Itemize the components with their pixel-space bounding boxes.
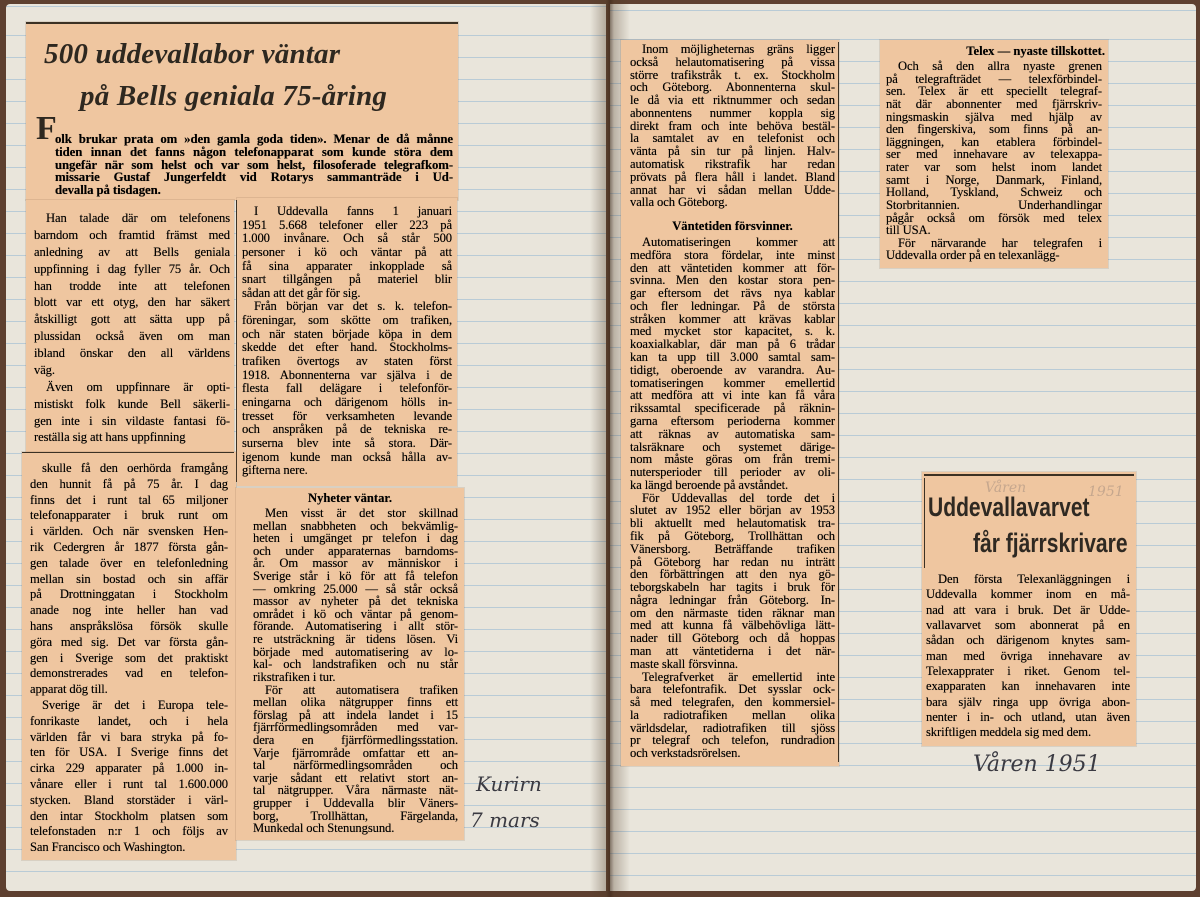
text-line: att medföra att vi inte kan få våra — [630, 388, 835, 403]
text-line: år. Om massor av människor i — [253, 556, 458, 571]
text-line: prövats på flera håll i landet. Bland — [630, 169, 835, 184]
text-line: För att automatisera trafiken — [265, 682, 458, 697]
text-line: cirka 229 apparater på 1.000 in- — [30, 761, 228, 776]
text-line: Från början var det s. k. telefon- — [254, 299, 452, 314]
text-line: gar eftersom det rävs nya kablar — [630, 286, 835, 301]
text-line: och Göteborg. Abonnenterna skul- — [630, 80, 835, 95]
text-line: trafiken övertogs av staten först — [242, 354, 452, 369]
text-line: om den närmaste tiden räknar man — [630, 605, 835, 620]
text-line: sen. Telex är ett speciellt telegraf- — [886, 84, 1102, 99]
text-line: gen talade över en telefonledning — [30, 555, 228, 570]
handwritten-source-note: Kurirn — [476, 772, 542, 796]
text-line: mellan snabbheten och bekvämlig- — [253, 518, 458, 533]
text-line: Uddevalla kommer inom en må- — [926, 587, 1130, 602]
text-line: exapparaten kan innehavaren inte — [926, 679, 1130, 694]
text-line: och under apparaternas barndoms- — [253, 543, 458, 558]
text-line: vånare eller i runt tal 1.600.000 — [30, 776, 228, 791]
text-line: ungefär när som helst och var som helst, filosoferade telegrafkom- — [55, 157, 453, 172]
text-line: tidigt, oberoende av varandra. Au- — [630, 362, 835, 377]
text-line: mellan sin bostad och sin affär — [30, 571, 228, 586]
text-line: Sverige står i kö för att få telefon — [253, 569, 458, 584]
section-heading-vantetiden: Väntetiden försvinner. — [672, 219, 793, 233]
text-line: ibland önskar den all världens — [34, 346, 230, 360]
text-line: tiden innan det fanns någon telefonapparat som kunde störa dem — [55, 144, 453, 159]
text-line: San Francisco och Washington. — [30, 840, 186, 855]
text-line: tomatiseringen kommer emellertid — [630, 375, 835, 390]
text-line: automatisk rikstrafik har redan — [630, 157, 835, 172]
text-line: telefonstaden n:r 1 och följs av — [30, 824, 228, 839]
text-line: sådan att det går för sig. — [242, 285, 361, 300]
text-line: större trafikstråk t. ex. Stockholm — [630, 67, 835, 82]
text-line: valla och Göteborg. — [630, 195, 728, 210]
section-heading-telex: Telex — nyaste tillskottet. — [966, 44, 1105, 58]
text-line: pågår också om försök med telex — [886, 210, 1102, 225]
text-line: till USA. — [886, 223, 931, 238]
pencil-note-year: 1951 — [1088, 484, 1124, 500]
text-line: och verkstadsrörelsen. — [630, 746, 741, 761]
text-line: förslag på att indela landet i 15 — [253, 707, 458, 722]
text-line: han trodde inte att telefonen — [34, 278, 230, 293]
pencil-note-word: Våren — [985, 480, 1027, 496]
text-line: också helautomatisering på vissa — [630, 54, 835, 69]
text-line: gifterna nere. — [242, 463, 308, 478]
text-line: den att väntetiden kommer att för- — [630, 260, 835, 275]
article-column-1-top-text — [34, 212, 230, 444]
text-line: mellan olika nätgrupper finns ett — [253, 695, 458, 710]
text-line: Storbritannien. Underhandlingar — [886, 197, 1102, 212]
text-line: nader till Göteborg och då hoppas — [630, 631, 835, 646]
text-line: I Uddevalla fanns 1 januari — [254, 204, 452, 218]
text-line: varje sådant ett relativt stort an- — [253, 770, 458, 785]
text-line: den hunnit få på 75 år. I dag — [30, 476, 228, 491]
text-line: på telegrafträdet — telexförbindel- — [886, 71, 1102, 86]
text-line: Vänersborg. Beträffande trafiken — [630, 541, 835, 556]
text-line: dera en fjärrförmedlingsstation. — [253, 732, 458, 747]
text-line: medföra stora fördelar, inte minst — [630, 247, 835, 262]
text-line: göra med sig. Det var första gån- — [30, 634, 228, 649]
text-line: Telexapprater i riket. Genom tel- — [926, 663, 1130, 678]
text-line: ser med innehavare av telexappa- — [886, 147, 1102, 162]
divider — [236, 200, 237, 482]
text-line: igenom kunde man också hålla av- — [242, 449, 452, 464]
varvet-text — [926, 573, 1130, 739]
text-line: apparat dög till. — [30, 682, 108, 697]
text-line: plussidan också även om man — [34, 329, 230, 344]
text-line: Holland, Tyskland, Schweiz och — [886, 185, 1102, 200]
text-line: Varje fjärrområde omfattar ett an- — [253, 745, 458, 760]
text-line: fjärrförmedlingsområden med var- — [253, 720, 458, 735]
text-line: rikssamtal specificerade på räknin- — [630, 401, 835, 416]
text-line: samt i Norge, Danmark, Finland, — [886, 172, 1102, 187]
text-line: i världen. Och när svensken Hen- — [30, 524, 228, 539]
text-line: Munkedal och Stenungsund. — [253, 821, 395, 836]
text-line: olk brukar prata om »den gamla goda tiden». Menar de då månne — [55, 132, 453, 146]
varvet-title-line-1: Uddevallavarvet — [928, 492, 1090, 522]
text-line: på Göteborg har redan nu inträtt — [630, 554, 835, 569]
text-line: väg. — [34, 362, 55, 377]
drop-cap: F — [36, 110, 57, 147]
text-line: eningarna och därigenom hölls in- — [242, 394, 452, 409]
text-line: anade nog inte heller han vad — [30, 603, 228, 618]
text-line: snart tillgången på materiel blir — [242, 272, 452, 287]
text-line: på Drottninggatan i Stockholm — [30, 587, 228, 602]
text-line: barndom och framtid främst med — [34, 227, 230, 242]
text-line: att räknas av automatiska sam- — [630, 426, 835, 441]
text-line: fonrikaste landet, och i hela — [30, 713, 228, 728]
text-line: skriftligen meddela sig med dem. — [926, 725, 1092, 740]
text-line: med mycket stor kapacitet, s. k. — [630, 324, 835, 339]
text-line: blott var ett otyg, den har säkert — [34, 295, 230, 310]
text-line: bli aktuellt med helautomatisk tra- — [630, 516, 835, 531]
text-line: flesta fall delägare i telefonför- — [242, 381, 452, 396]
text-line: anledning av att Bells geniala — [34, 244, 230, 259]
text-line: uppfinning i dag fyller 75 år. Och — [34, 261, 230, 276]
text-line: ten för USA. I Sverige finns det — [30, 745, 228, 760]
text-line: kan ta upp till 3.000 samtal sam- — [630, 350, 835, 365]
text-line: nad att vara i bruk. Det är Udde- — [926, 602, 1130, 617]
text-line: devalla på tisdagen. — [55, 183, 161, 198]
article-column-2-bottom-text — [253, 507, 458, 835]
text-line: finns det i runt tal 65 miljoner — [30, 492, 228, 507]
text-line: världsdelar, radiotrafiken till sjöss — [630, 720, 835, 735]
article-column-2-top-text — [242, 205, 452, 477]
text-line: bara själv ringa upp övriga abon- — [926, 694, 1130, 709]
text-line: hans anspråkslösa försök skulle — [30, 618, 228, 633]
text-line: 1951 5.668 telefoner eller 223 på — [242, 217, 452, 232]
text-line: bara telefontrafik. Det sysslar ock- — [630, 682, 835, 697]
text-line: Inom möjligheternas gräns ligger — [642, 42, 835, 56]
text-line: pr telegraf och telefon, rundradion — [630, 733, 835, 748]
headline-line-1: 500 uddevallabor väntar — [44, 38, 341, 70]
text-line: borg, Trollhättan, Färgelanda, — [253, 808, 458, 823]
text-line: missarie Gustaf Jungerfeldt vid Rotarys sammanträde i Ud- — [55, 170, 453, 185]
text-line: Han talade där om telefonens — [46, 211, 230, 225]
text-line: gen i Sverige som det praktiskt — [30, 650, 228, 665]
text-line: med att kunna få välbehövliga lätt- — [630, 618, 835, 633]
text-line: la samtalet av en telefonist och — [630, 131, 835, 146]
text-line: 1918. Abonnenterna var själva i de — [242, 367, 452, 382]
continuation-text-2 — [630, 236, 835, 760]
text-line: vänta på sin tur på linjen. Halv- — [630, 144, 835, 159]
text-line: stycken. Bland storstäder i värl- — [30, 792, 228, 807]
text-line: rikstrafiken i tur. — [253, 669, 336, 684]
text-line: skulle få den oerhörda framgång — [42, 461, 228, 475]
text-line: och fler ledningar. På de största — [630, 298, 835, 313]
text-line: Och så den allra nyaste grenen — [898, 59, 1102, 73]
text-line: rater var som helst inom landet — [886, 160, 1102, 174]
text-line: området i kö och väntar på genom- — [253, 606, 458, 621]
text-line: världen får vi bara stryka på fo- — [30, 729, 228, 744]
text-line: nät där abonnenter med fjärrskriv- — [886, 96, 1102, 111]
text-line: svinna. Men den kostar stora pen- — [630, 273, 835, 288]
text-line: tal nätgrupper. Våra närmaste nät- — [253, 783, 458, 798]
text-line: den intar Stockholm platsen som — [30, 808, 228, 823]
text-line: vallavarvet som abonnerat på en — [926, 617, 1130, 632]
text-line: talsräknare och systemet därige- — [630, 439, 835, 454]
varvet-title-line-2: får fjärrskrivare — [973, 528, 1128, 558]
text-line: så med telegrafen, den kommersiel- — [630, 695, 835, 710]
text-line: den förbättringen att den nya gö- — [630, 567, 835, 582]
text-line: förande. Automatisering i allt stör- — [253, 619, 458, 634]
text-line: fik på Göteborg, Trollhättan och — [630, 528, 835, 543]
text-line: åtskilligt gott att sätta upp på — [34, 312, 230, 327]
text-line: Men visst är det stor skillnad — [265, 506, 458, 520]
text-line: annat har vi sådan mellan Udde- — [630, 182, 835, 197]
text-line: re utsträckning är tidens lösen. Vi — [253, 632, 458, 647]
text-line: Telegrafverket är emellertid inte — [642, 669, 835, 684]
text-line: läggningen, kan etablera förbindel- — [886, 134, 1102, 149]
text-line: surserna blev inte så stora. Där- — [242, 435, 452, 450]
text-line: Automatiseringen kommer att — [642, 235, 835, 249]
text-line: gen inte i sin vildaste fantasi fö- — [34, 413, 230, 428]
section-heading-nyheter: Nyheter väntar. — [308, 491, 392, 505]
text-line: 1.000 invånare. Och så står 500 — [242, 231, 452, 246]
text-line: ningsmaskin själva med hjälp av — [886, 109, 1102, 124]
text-line: direkt fram och inte behöva bestäl- — [630, 118, 835, 133]
divider — [22, 452, 234, 453]
divider — [924, 474, 1134, 476]
text-line: man att väntetiderna i det när- — [630, 644, 835, 658]
text-line: la radiotrafiken mellan olika — [630, 707, 835, 722]
text-line: Även om uppfinnare är opti- — [46, 379, 230, 394]
text-line: garna eftersom perioderna kommer — [630, 413, 835, 428]
handwritten-date: Våren 1951 — [973, 752, 1101, 777]
text-line: För närvarande har telegrafen i — [898, 235, 1102, 250]
article-intro — [55, 132, 453, 198]
divider — [924, 478, 925, 568]
text-line: slutet av 1952 eller början av 1953 — [630, 503, 835, 518]
text-line: några ledningar från Göteborg. In- — [630, 592, 835, 607]
text-line: sådan och därigenom knytes sam- — [926, 633, 1130, 648]
headline-line-2: på Bells geniala 75-åring — [80, 80, 388, 112]
text-line: föreningar, som skötte om trafiken, — [242, 313, 452, 328]
text-line: För Uddevallas del torde det i — [642, 490, 835, 505]
text-line: kal- och landstrafiken och nu står — [253, 657, 458, 672]
article-column-1-bottom-text — [30, 462, 228, 854]
handwritten-date-note: 7 mars — [470, 808, 540, 832]
text-line: nom måste göras om från tremi- — [630, 452, 835, 467]
text-line: stråken kommer att krävas kablar — [630, 311, 835, 326]
text-line: mistiskt folk kunde Bell säkerli- — [34, 396, 230, 411]
continuation-text-1 — [630, 43, 835, 209]
text-line: telefonapparater i bruk runt om — [30, 508, 228, 523]
text-line: ka längd beroende på avståndet. — [630, 477, 789, 492]
text-line: koaxialkablar, där man på 6 trådar — [630, 337, 835, 352]
text-line: massor av nyheter på det tekniska — [253, 594, 458, 609]
text-line: teborgskabeln har tagits i bruk för — [630, 580, 835, 595]
text-line: demonstrerades vad en telefon- — [30, 666, 228, 681]
text-line: tal närförmedlingsområden och — [253, 758, 458, 773]
text-line: maste skall försvinna. — [630, 656, 738, 671]
text-line: Den första Telexanläggningen i — [938, 572, 1130, 586]
text-line: heten i umgänget pr telefon i dag — [253, 531, 458, 546]
text-line: man med övriga innehavare av — [926, 648, 1130, 663]
text-line: reställa sig att hans uppfinning — [34, 430, 186, 445]
text-line: och anspråken på de tekniska re- — [242, 422, 452, 437]
text-line: tresset för verksamheten levande — [242, 408, 452, 423]
divider — [838, 42, 839, 762]
text-line: — omkring 25.000 — så står också — [253, 581, 458, 596]
text-line: och när staten började köpa in dem — [242, 326, 452, 341]
text-line: Uddevalla order på en telexanlägg- — [886, 248, 1060, 263]
text-line: personer i kö och väntar på att — [242, 244, 452, 259]
text-line: skedde det efter hand. Stockholms- — [242, 340, 452, 355]
telex-text — [886, 60, 1102, 262]
text-line: nutersperioder till perioder av oli- — [630, 465, 835, 480]
text-line: började med automatisering av lo- — [253, 644, 458, 659]
text-line: rik Cedergren år 1877 första gån- — [30, 539, 228, 554]
text-line: Sverige är det i Europa tele- — [42, 697, 228, 712]
divider — [26, 22, 458, 24]
text-line: le då via ett riktnummer och sedan — [630, 93, 835, 108]
text-line: nenter i in- och utland, utan även — [926, 709, 1130, 724]
text-line: få sina apparater inkopplade så — [242, 258, 452, 273]
text-line: abonnentens nummer koppla sig — [630, 105, 835, 120]
text-line: den fingerskiva, som finns på an- — [886, 122, 1102, 137]
text-line: grupper i Uddevalla blir Väners- — [253, 796, 458, 811]
